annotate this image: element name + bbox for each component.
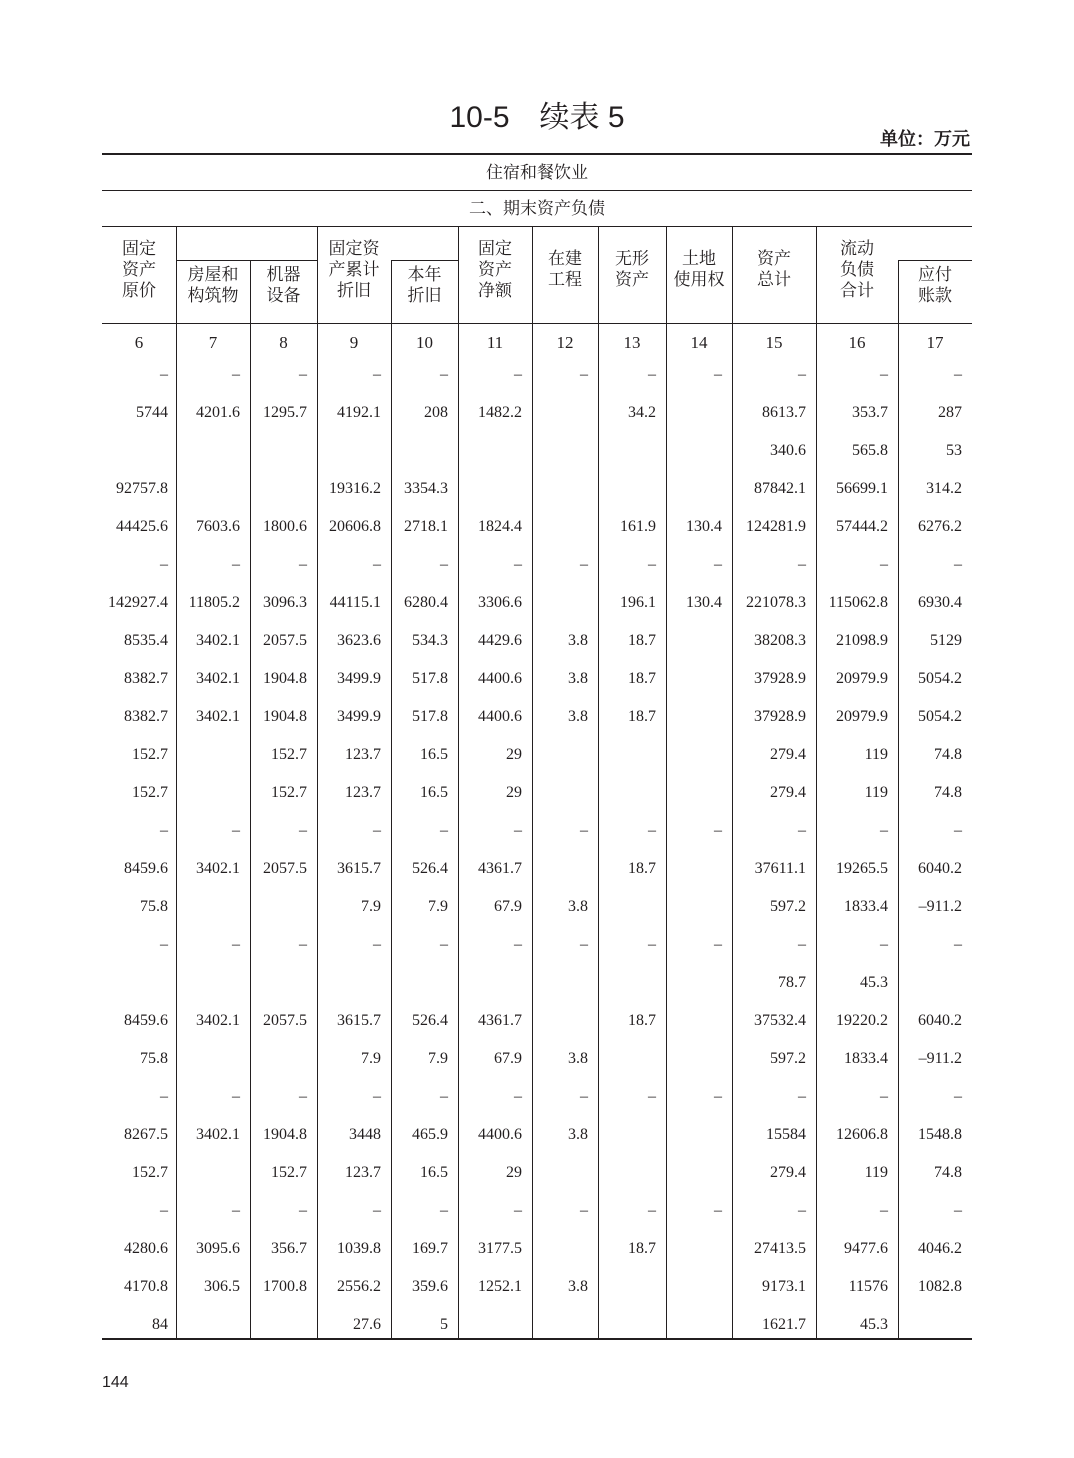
table-cell: 92757.8 <box>116 480 168 497</box>
table-cell: 1833.4 <box>844 1050 888 1067</box>
table-cell: 2057.5 <box>263 1012 307 1029</box>
table-cell: – <box>580 1202 588 1219</box>
table-cell: 20979.9 <box>836 670 888 687</box>
table-cell: 6276.2 <box>918 518 962 535</box>
table-cell: – <box>580 822 588 839</box>
table-cell: 5054.2 <box>918 708 962 725</box>
table-cell: 18.7 <box>628 670 656 687</box>
table-cell: – <box>714 1088 722 1105</box>
table-cell: – <box>580 366 588 383</box>
table-cell: 3402.1 <box>196 1012 240 1029</box>
table-cell: 130.4 <box>686 594 722 611</box>
table-cell: – <box>299 1088 307 1105</box>
table-cell: – <box>954 556 962 573</box>
table-cell: – <box>954 822 962 839</box>
table-cell: 3402.1 <box>196 670 240 687</box>
table-cell: – <box>648 1202 656 1219</box>
table-cell: 526.4 <box>412 860 448 877</box>
table-cell: 3.8 <box>568 632 588 649</box>
table-cell: 18.7 <box>628 860 656 877</box>
table-cell: 56699.1 <box>836 480 888 497</box>
column-number: 12 <box>556 333 574 352</box>
table-cell: 7.9 <box>361 898 381 915</box>
table-cell: 29 <box>506 1164 522 1181</box>
table-cell: 37928.9 <box>754 670 806 687</box>
table-cell: 8535.4 <box>124 632 168 649</box>
table-cell: – <box>232 936 240 953</box>
table-cell: 7603.6 <box>196 518 240 535</box>
table-cell: 4280.6 <box>124 1240 168 1257</box>
table-cell: 3354.3 <box>404 480 448 497</box>
table-cell: 19220.2 <box>836 1012 888 1029</box>
column-header: 应付 账款 <box>918 265 952 306</box>
table-cell: – <box>648 556 656 573</box>
table-cell: 115062.8 <box>828 594 888 611</box>
column-header: 土地 使用权 <box>673 249 725 290</box>
table-cell: 2556.2 <box>337 1278 381 1295</box>
column-header: 无形 资产 <box>615 249 649 290</box>
table-cell: 4192.1 <box>337 404 381 421</box>
column-number: 17 <box>926 333 944 352</box>
column-number: 6 <box>134 333 144 352</box>
table-cell: – <box>440 822 448 839</box>
table-cell: 6930.4 <box>918 594 962 611</box>
group-underline <box>898 260 972 261</box>
table-cell: – <box>514 822 522 839</box>
column-divider <box>598 227 599 1338</box>
table-cell: 38208.3 <box>754 632 806 649</box>
industry-heading: 住宿和餐饮业 <box>486 163 588 183</box>
table-cell: – <box>299 1202 307 1219</box>
table-cell: 18.7 <box>628 1012 656 1029</box>
table-cell: 29 <box>506 746 522 763</box>
table-cell: 3402.1 <box>196 1126 240 1143</box>
table-cell: – <box>648 822 656 839</box>
page-number: 144 <box>102 1374 129 1391</box>
table-cell: 27.6 <box>353 1316 381 1333</box>
table-cell: 53 <box>946 442 962 459</box>
table-cell: 18.7 <box>628 708 656 725</box>
table-cell: – <box>514 1088 522 1105</box>
table-cell: – <box>514 366 522 383</box>
column-header: 固定资 产累计 折旧 <box>328 239 380 301</box>
column-number: 10 <box>416 333 433 352</box>
table-cell: 359.6 <box>412 1278 448 1295</box>
table-cell: – <box>373 936 381 953</box>
table-cell: 16.5 <box>420 1164 448 1181</box>
table-cell: – <box>299 556 307 573</box>
table-cell: – <box>880 1088 888 1105</box>
table-cell: 3096.3 <box>263 594 307 611</box>
table-cell: 3.8 <box>568 1050 588 1067</box>
table-cell: 1295.7 <box>263 404 307 421</box>
table-cell: 3499.9 <box>337 670 381 687</box>
table-cell: – <box>714 822 722 839</box>
table-cell: 18.7 <box>628 1240 656 1257</box>
table-cell: 152.7 <box>132 784 168 801</box>
table-cell: 19265.5 <box>836 860 888 877</box>
table-cell: 123.7 <box>345 746 381 763</box>
table-cell: 279.4 <box>770 784 806 801</box>
table-cell: 221078.3 <box>746 594 806 611</box>
table-cell: – <box>714 1202 722 1219</box>
table-cell: 74.8 <box>934 784 962 801</box>
table-cell: 5129 <box>930 632 962 649</box>
table-cell: 87842.1 <box>754 480 806 497</box>
column-header: 固定 资产 原价 <box>122 239 156 301</box>
table-cell: – <box>440 1088 448 1105</box>
table-cell: – <box>160 366 168 383</box>
table-cell: 20606.8 <box>329 518 381 535</box>
table-cell: 3.8 <box>568 1278 588 1295</box>
table-cell: – <box>798 1088 806 1105</box>
column-number: 16 <box>848 333 866 352</box>
table-cell: 3.8 <box>568 708 588 725</box>
column-number: 9 <box>349 333 359 352</box>
column-number: 7 <box>208 333 218 352</box>
table-cell: 16.5 <box>420 784 448 801</box>
table-cell: 4046.2 <box>918 1240 962 1257</box>
table-cell: 314.2 <box>926 480 962 497</box>
column-divider <box>176 227 177 1338</box>
table-cell: 1800.6 <box>263 518 307 535</box>
table-cell: 1833.4 <box>844 898 888 915</box>
table-cell: 84 <box>152 1316 168 1333</box>
table-cell: – <box>714 556 722 573</box>
table-cell: 7.9 <box>428 898 448 915</box>
table-cell: 2718.1 <box>404 518 448 535</box>
table-cell: 1252.1 <box>478 1278 522 1295</box>
table-cell: 565.8 <box>852 442 888 459</box>
table-cell: – <box>440 366 448 383</box>
table-cell: – <box>954 1088 962 1105</box>
table-cell: – <box>714 366 722 383</box>
table-cell: 5744 <box>136 404 168 421</box>
table-cell: – <box>514 556 522 573</box>
table-cell: 16.5 <box>420 746 448 763</box>
table-cell: 12606.8 <box>836 1126 888 1143</box>
table-cell: 152.7 <box>132 1164 168 1181</box>
table-cell: 8613.7 <box>762 404 806 421</box>
column-divider <box>532 227 533 1338</box>
table-cell: – <box>299 366 307 383</box>
table-cell: 152.7 <box>132 746 168 763</box>
table-cell: 465.9 <box>412 1126 448 1143</box>
table-cell: – <box>160 1088 168 1105</box>
column-number: 13 <box>623 333 641 352</box>
table-cell: – <box>880 1202 888 1219</box>
table-cell: 119 <box>864 746 888 763</box>
table-cell: – <box>648 366 656 383</box>
table-cell: – <box>232 1202 240 1219</box>
table-cell: – <box>160 822 168 839</box>
table-cell: 1039.8 <box>337 1240 381 1257</box>
table-cell: 7.9 <box>428 1050 448 1067</box>
table-cell: – <box>232 556 240 573</box>
table-cell: 152.7 <box>271 1164 307 1181</box>
table-cell: 29 <box>506 784 522 801</box>
table-cell: 3095.6 <box>196 1240 240 1257</box>
column-header: 在建 工程 <box>548 249 582 290</box>
table-cell: – <box>880 936 888 953</box>
table-cell: 340.6 <box>770 442 806 459</box>
table-cell: 3615.7 <box>337 860 381 877</box>
table-cell: 1824.4 <box>478 518 522 535</box>
table-cell: 1904.8 <box>263 670 307 687</box>
table-cell: 3.8 <box>568 1126 588 1143</box>
table-cell: – <box>954 1202 962 1219</box>
table-cell: – <box>798 822 806 839</box>
table-cell: – <box>160 936 168 953</box>
table-cell: 208 <box>424 404 448 421</box>
table-cell: 8459.6 <box>124 860 168 877</box>
table-cell: 3402.1 <box>196 708 240 725</box>
table-cell: 11805.2 <box>188 594 240 611</box>
table-cell: – <box>798 556 806 573</box>
table-cell: 1700.8 <box>263 1278 307 1295</box>
table-cell: 152.7 <box>271 746 307 763</box>
table-cell: – <box>299 936 307 953</box>
table-cell: – <box>373 556 381 573</box>
table-cell: – <box>648 936 656 953</box>
table-cell: 45.3 <box>860 1316 888 1333</box>
table-cell: 19316.2 <box>329 480 381 497</box>
table-cell: 124281.9 <box>746 518 806 535</box>
table-cell: – <box>954 366 962 383</box>
table-cell: – <box>514 1202 522 1219</box>
table-cell: – <box>580 1088 588 1105</box>
table-cell: 130.4 <box>686 518 722 535</box>
column-divider <box>666 227 667 1338</box>
table-cell: 57444.2 <box>836 518 888 535</box>
column-header: 房屋和 构筑物 <box>187 265 239 306</box>
table-cell: 34.2 <box>628 404 656 421</box>
table-cell: 119 <box>864 1164 888 1181</box>
table-cell: 1548.8 <box>918 1126 962 1143</box>
table-cell: 597.2 <box>770 1050 806 1067</box>
table-cell: 597.2 <box>770 898 806 915</box>
table-cell: 1904.8 <box>263 1126 307 1143</box>
table-cell: – <box>580 556 588 573</box>
table-cell: 18.7 <box>628 632 656 649</box>
rule-2 <box>102 226 972 227</box>
table-cell: 78.7 <box>778 974 806 991</box>
table-cell: 161.9 <box>620 518 656 535</box>
table-cell: 4429.6 <box>478 632 522 649</box>
table-cell: 27413.5 <box>754 1240 806 1257</box>
table-cell: 526.4 <box>412 1012 448 1029</box>
table-cell: 21098.9 <box>836 632 888 649</box>
table-cell: – <box>232 822 240 839</box>
table-cell: – <box>954 936 962 953</box>
table-cell: 75.8 <box>140 898 168 915</box>
table-cell: 2057.5 <box>263 860 307 877</box>
table-cell: 4361.7 <box>478 1012 522 1029</box>
table-cell: – <box>880 556 888 573</box>
table-cell: 9477.6 <box>844 1240 888 1257</box>
table-cell: 3402.1 <box>196 632 240 649</box>
table-cell: 3499.9 <box>337 708 381 725</box>
table-cell: – <box>373 366 381 383</box>
table-cell: 4201.6 <box>196 404 240 421</box>
table-cell: – <box>714 936 722 953</box>
table-cell: 5054.2 <box>918 670 962 687</box>
table-cell: 6280.4 <box>404 594 448 611</box>
table-cell: 119 <box>864 784 888 801</box>
table-cell: 45.3 <box>860 974 888 991</box>
table-top-rule <box>102 153 972 155</box>
table-cell: 74.8 <box>934 1164 962 1181</box>
rule-3 <box>102 323 972 324</box>
group-underline <box>391 260 458 261</box>
table-cell: 7.9 <box>361 1050 381 1067</box>
table-cell: 44425.6 <box>116 518 168 535</box>
table-cell: 4400.6 <box>478 1126 522 1143</box>
table-cell: 37928.9 <box>754 708 806 725</box>
table-cell: – <box>514 936 522 953</box>
table-cell: 8267.5 <box>124 1126 168 1143</box>
table-cell: – <box>798 936 806 953</box>
table-cell: 2057.5 <box>263 632 307 649</box>
table-cell: 9173.1 <box>762 1278 806 1295</box>
table-cell: 4400.6 <box>478 670 522 687</box>
table-cell: 3177.5 <box>478 1240 522 1257</box>
table-title: 10-5 续表 5 <box>449 101 625 134</box>
column-number: 14 <box>690 333 708 352</box>
table-cell: – <box>880 366 888 383</box>
table-cell: 8382.7 <box>124 670 168 687</box>
table-cell: 1904.8 <box>263 708 307 725</box>
table-cell: 3.8 <box>568 898 588 915</box>
table-cell: 3306.6 <box>478 594 522 611</box>
rule-1 <box>102 190 972 191</box>
table-cell: 3448 <box>349 1126 381 1143</box>
table-cell: 353.7 <box>852 404 888 421</box>
table-cell: – <box>373 1202 381 1219</box>
table-cell: 142927.4 <box>108 594 168 611</box>
column-number: 8 <box>279 333 288 352</box>
table-cell: – <box>440 1202 448 1219</box>
table-cell: 67.9 <box>494 898 522 915</box>
table-cell: – <box>299 822 307 839</box>
table-cell: – <box>160 1202 168 1219</box>
table-cell: 1621.7 <box>762 1316 806 1333</box>
table-cell: 4361.7 <box>478 860 522 877</box>
column-header: 机器 设备 <box>266 265 301 306</box>
table-cell: 169.7 <box>412 1240 448 1257</box>
table-cell: 3623.6 <box>337 632 381 649</box>
table-cell: 37532.4 <box>754 1012 806 1029</box>
table-cell: 517.8 <box>412 670 448 687</box>
table-cell: 1482.2 <box>478 404 522 421</box>
table-cell: 67.9 <box>494 1050 522 1067</box>
table-cell: 517.8 <box>412 708 448 725</box>
table-cell: – <box>160 556 168 573</box>
table-cell: 306.5 <box>204 1278 240 1295</box>
section-heading: 二、期末资产负债 <box>469 199 605 219</box>
table-cell: – <box>580 936 588 953</box>
table-cell: – <box>798 1202 806 1219</box>
unit-label: 单位：万元 <box>880 129 970 150</box>
table-cell: – <box>648 1088 656 1105</box>
column-header: 本年 折旧 <box>407 265 442 306</box>
table-cell: 279.4 <box>770 1164 806 1181</box>
table-cell: 534.3 <box>412 632 448 649</box>
table-cell: 74.8 <box>934 746 962 763</box>
table-cell: 3402.1 <box>196 860 240 877</box>
table-cell: 11576 <box>848 1278 888 1295</box>
column-header: 固定 资产 净额 <box>478 239 512 301</box>
table-cell: 5 <box>440 1316 448 1333</box>
column-header: 资产 总计 <box>757 249 791 290</box>
table-cell: 3.8 <box>568 670 588 687</box>
table-cell: 8382.7 <box>124 708 168 725</box>
column-number: 11 <box>486 333 504 352</box>
table-cell: 75.8 <box>140 1050 168 1067</box>
table-cell: – <box>880 822 888 839</box>
table-cell: 152.7 <box>271 784 307 801</box>
table-cell: – <box>373 822 381 839</box>
table-cell: 6040.2 <box>918 860 962 877</box>
table-cell: – <box>232 366 240 383</box>
group-underline <box>176 260 317 261</box>
table-cell: – <box>798 366 806 383</box>
table-cell: 1082.8 <box>918 1278 962 1295</box>
table-cell: – <box>440 556 448 573</box>
table-cell: 15584 <box>766 1126 806 1143</box>
table-cell: – <box>373 1088 381 1105</box>
table-cell: – <box>440 936 448 953</box>
table-cell: 20979.9 <box>836 708 888 725</box>
table-cell: 123.7 <box>345 1164 381 1181</box>
table-cell: 37611.1 <box>754 860 806 877</box>
column-number: 15 <box>765 333 783 352</box>
table-cell: –911.2 <box>918 898 962 915</box>
table-cell: 4170.8 <box>124 1278 168 1295</box>
table-cell: – <box>232 1088 240 1105</box>
table-cell: 196.1 <box>620 594 656 611</box>
table-cell: 8459.6 <box>124 1012 168 1029</box>
table-cell: 4400.6 <box>478 708 522 725</box>
table-cell: –911.2 <box>918 1050 962 1067</box>
table-cell: 287 <box>938 404 962 421</box>
table-cell: 6040.2 <box>918 1012 962 1029</box>
table-cell: 123.7 <box>345 784 381 801</box>
table-cell: 356.7 <box>271 1240 307 1257</box>
column-header: 流动 负债 合计 <box>840 239 874 301</box>
table-cell: 44115.1 <box>329 594 381 611</box>
table-cell: 3615.7 <box>337 1012 381 1029</box>
table-cell: 279.4 <box>770 746 806 763</box>
